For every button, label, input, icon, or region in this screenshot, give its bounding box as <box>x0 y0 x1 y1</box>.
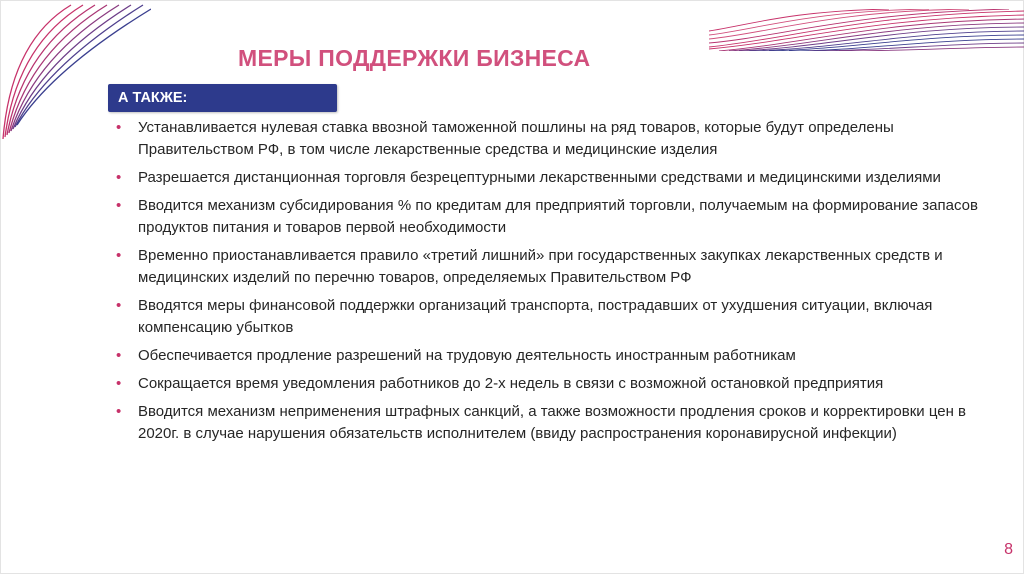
list-item <box>114 195 984 239</box>
section-badge-label: А ТАКЖЕ: <box>118 90 188 106</box>
list-item-text: Вводится механизм неприменения штрафных санкций, а также возможности продления сроков и корректировки цен в 2020г. в случае нарушения обязательств исполнителем (ввиду распространения коронавирусной инфекции) <box>138 403 967 442</box>
bullet-icon: • <box>116 247 122 264</box>
list-item <box>114 117 984 161</box>
list-item-text: Вводятся меры финансовой поддержки организаций транспорта, пострадавших от ухудшения ситуации, включая компенсацию убытков <box>138 297 933 336</box>
list-item <box>114 345 984 367</box>
bullet-icon: • <box>116 347 122 364</box>
section-badge <box>108 84 337 112</box>
bullet-icon: • <box>116 169 122 186</box>
list-item <box>114 373 984 395</box>
decorative-lines-top-right <box>709 9 1024 51</box>
list-item-text: Обеспечивается продление разрешений на трудовую деятельность иностранным работникам <box>138 347 796 364</box>
list-item-text: Вводится механизм субсидирования % по кредитам для предприятий торговли, получаемым на формирование запасов продуктов питания и товаров первой необходимости <box>138 197 978 236</box>
list-item-text: Сокращается время уведомления работников до 2-х недель в связи с возможной остановкой предприятия <box>138 375 884 392</box>
page-number: 8 <box>1004 541 1013 558</box>
list-item-text: Разрешается дистанционная торговля безрецептурными лекарственными средствами и медицинскими изделиями <box>138 169 941 186</box>
list-item-text: Временно приостанавливается правило «третий лишний» при государственных закупках лекарственных средств и медицинских изделий по перечню товаров, определяемых Правительством РФ <box>138 247 943 286</box>
bullet-icon: • <box>116 119 122 136</box>
measures-list <box>114 117 984 451</box>
list-item <box>114 401 984 445</box>
bullet-icon: • <box>116 197 122 214</box>
page-title: МЕРЫ ПОДДЕРЖКИ БИЗНЕСА <box>238 45 591 71</box>
list-item <box>114 245 984 289</box>
list-item <box>114 167 984 189</box>
bullet-icon: • <box>116 403 122 420</box>
bullet-icon: • <box>116 375 122 392</box>
list-item <box>114 295 984 339</box>
list-item-text: Устанавливается нулевая ставка ввозной таможенной пошлины на ряд товаров, которые будут определены Правительством РФ, в том числе лекарственные средства и медицинские изделия <box>138 119 894 158</box>
bullet-icon: • <box>116 297 122 314</box>
